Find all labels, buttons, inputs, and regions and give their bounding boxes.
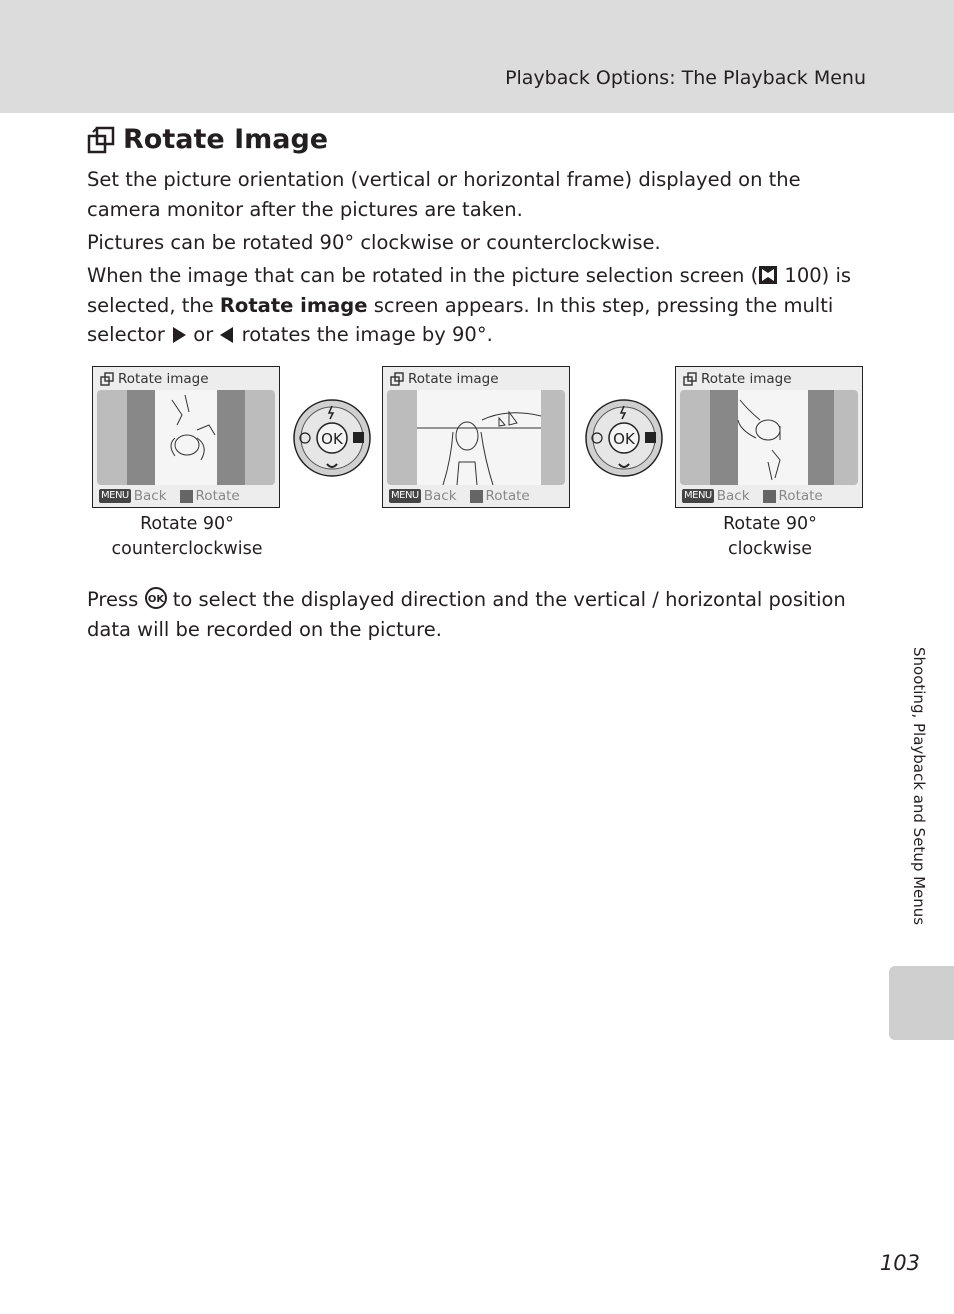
multi-selector-icon [584,398,664,478]
screen-counterclockwise [92,366,280,508]
menu-badge: MENU [684,490,712,501]
rotate-image-icon [390,372,404,386]
rotated-photo [680,390,858,485]
rotated-photo [97,390,275,485]
back-label: Back [423,488,457,504]
caption-clockwise: Rotate 90° clockwise [723,514,817,559]
rotate-image-bold: Rotate image [219,293,368,317]
screen-title: Rotate image [701,371,792,387]
original-photo [387,390,565,485]
paragraph-1: Set the picture orientation (vertical or horizontal frame) displayed on the camera monitor after the pictures are taken. [87,168,801,221]
menu-badge: MENU [101,490,129,501]
left-arrow-icon [219,326,235,344]
screen-title: Rotate image [408,371,499,387]
running-head: Playback Options: The Playback Menu [505,67,866,89]
left-right-icon [763,490,776,503]
right-arrow-icon [171,326,187,344]
rotate-label: Rotate [778,488,823,504]
page-reference-number: 100 [784,264,822,287]
side-tab [889,966,954,1040]
section-title [87,124,328,155]
caption-counterclockwise: Rotate 90° counterclockwise [111,514,263,559]
back-label: Back [133,488,167,504]
svg-text:OK: OK [147,594,164,605]
rotate-label: Rotate [195,488,240,504]
back-label: Back [716,488,750,504]
header-band [0,0,954,113]
page-number: 103 [879,1251,920,1275]
paragraph-4: Press OK to select the displayed direction and the vertical / horizontal position data will be recorded on the picture. [87,588,846,641]
rotate-label: Rotate [485,488,530,504]
page-reference-icon [758,265,778,285]
screen-clockwise [675,366,863,508]
side-label: Shooting, Playback and Setup Menus [910,647,928,926]
screen-original [382,366,570,508]
screen-title: Rotate image [118,371,209,387]
left-right-icon [470,490,483,503]
ok-label: OK [613,430,635,448]
ok-button-icon [145,587,167,609]
multi-selector-icon [292,398,372,478]
section-title-text: Rotate Image [123,124,329,155]
rotate-image-icon [683,372,697,386]
paragraph-2: Pictures can be rotated 90° clockwise or counterclockwise. [87,231,661,254]
paragraph-3: When the image that can be rotated in the picture selection screen ( 100) is selected, the Rotate image screen appears. In this step, pressing the multi selector or rotates the image by 90°. [87,264,852,346]
ok-label: OK [321,430,343,448]
left-right-icon [180,490,193,503]
rotate-image-icon [87,126,115,154]
rotate-image-icon [100,372,114,386]
menu-badge: MENU [391,490,419,501]
